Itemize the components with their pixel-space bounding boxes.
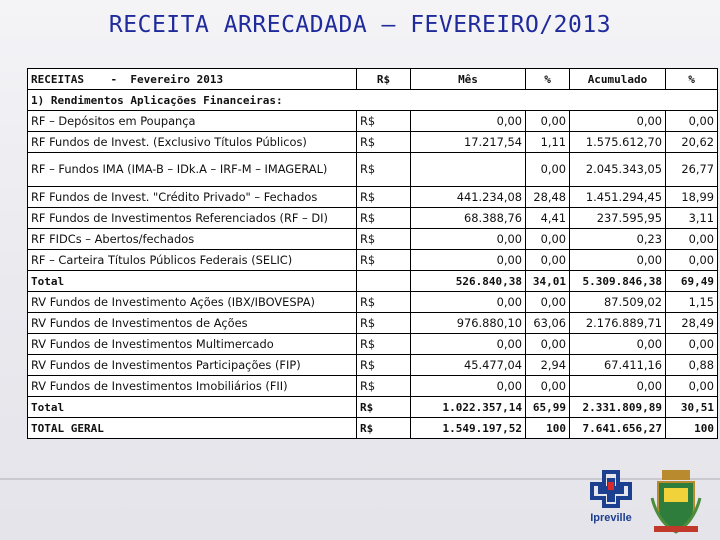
header-currency: R$ <box>357 69 411 90</box>
table-row <box>28 187 718 208</box>
row-pct-acumulado: 0,00 <box>666 229 718 250</box>
row-pct: 4,41 <box>526 208 570 229</box>
table-row <box>28 250 718 271</box>
row-label: RF – Depósitos em Poupança <box>28 111 357 132</box>
row-pct-acumulado: 100 <box>666 418 718 439</box>
header-pct-acumulado: % <box>666 69 718 90</box>
table-row <box>28 132 718 153</box>
row-currency: R$ <box>357 313 411 334</box>
row-acumulado: 7.641.656,27 <box>570 418 666 439</box>
table-row <box>28 111 718 132</box>
row-acumulado: 0,23 <box>570 229 666 250</box>
row-label: RF FIDCs – Abertos/fechados <box>28 229 357 250</box>
row-acumulado: 5.309.846,38 <box>570 271 666 292</box>
row-mes: 0,00 <box>411 334 526 355</box>
row-pct: 28,48 <box>526 187 570 208</box>
row-currency: R$ <box>357 418 411 439</box>
row-mes: 0,00 <box>411 292 526 313</box>
row-pct-acumulado: 0,00 <box>666 376 718 397</box>
row-label: TOTAL GERAL <box>28 418 357 439</box>
row-acumulado: 0,00 <box>570 334 666 355</box>
total-rv-row <box>28 397 718 418</box>
row-mes: 0,00 <box>411 376 526 397</box>
row-pct-acumulado: 26,77 <box>666 153 718 187</box>
row-acumulado: 1.451.294,45 <box>570 187 666 208</box>
row-currency: R$ <box>357 355 411 376</box>
row-label: RV Fundos de Investimentos Imobiliários (FII) <box>28 376 357 397</box>
row-pct: 0,00 <box>526 376 570 397</box>
row-label: RF – Fundos IMA (IMA-B – IDk.A – IRF-M – IMAGERAL) <box>28 153 357 187</box>
row-label: RV Fundos de Investimentos Multimercado <box>28 334 357 355</box>
total-rf-row <box>28 271 718 292</box>
row-acumulado: 2.045.343,05 <box>570 153 666 187</box>
row-pct-acumulado: 69,49 <box>666 271 718 292</box>
row-pct-acumulado: 3,11 <box>666 208 718 229</box>
row-acumulado: 67.411,16 <box>570 355 666 376</box>
row-pct: 63,06 <box>526 313 570 334</box>
row-acumulado: 0,00 <box>570 250 666 271</box>
row-pct: 0,00 <box>526 334 570 355</box>
row-acumulado: 237.595,95 <box>570 208 666 229</box>
row-currency: R$ <box>357 397 411 418</box>
row-label: RF Fundos de Investimentos Referenciados (RF – DI) <box>28 208 357 229</box>
row-currency <box>357 271 411 292</box>
row-currency: R$ <box>357 250 411 271</box>
row-acumulado: 2.331.809,89 <box>570 397 666 418</box>
row-acumulado: 87.509,02 <box>570 292 666 313</box>
row-label: RV Fundos de Investimento Ações (IBX/IBOVESPA) <box>28 292 357 313</box>
row-mes: 976.880,10 <box>411 313 526 334</box>
section-title: 1) Rendimentos Aplicações Financeiras: <box>28 90 411 111</box>
row-currency: R$ <box>357 132 411 153</box>
row-currency: R$ <box>357 376 411 397</box>
row-mes: 0,00 <box>411 229 526 250</box>
row-mes: 1.022.357,14 <box>411 397 526 418</box>
row-pct-acumulado: 1,15 <box>666 292 718 313</box>
row-mes: 68.388,76 <box>411 208 526 229</box>
row-mes: 441.234,08 <box>411 187 526 208</box>
row-currency: R$ <box>357 292 411 313</box>
header-receitas: RECEITAS - Fevereiro 2013 <box>28 69 357 90</box>
revenue-table <box>27 68 718 439</box>
row-mes: 1.549.197,52 <box>411 418 526 439</box>
row-pct-acumulado: 0,88 <box>666 355 718 376</box>
header-pct-mes: % <box>526 69 570 90</box>
ipreville-logo-text: Ipreville <box>590 512 632 524</box>
table-row <box>28 355 718 376</box>
table-row <box>28 376 718 397</box>
row-currency: R$ <box>357 187 411 208</box>
row-label: RF – Carteira Títulos Públicos Federais (SELIC) <box>28 250 357 271</box>
row-currency: R$ <box>357 334 411 355</box>
row-acumulado: 0,00 <box>570 111 666 132</box>
row-mes: 0,00 <box>411 250 526 271</box>
row-currency: R$ <box>357 111 411 132</box>
row-mes <box>411 153 526 187</box>
row-currency: R$ <box>357 208 411 229</box>
row-label: RV Fundos de Investimentos Participações (FIP) <box>28 355 357 376</box>
section-title-row <box>28 90 718 111</box>
row-label: RV Fundos de Investimentos de Ações <box>28 313 357 334</box>
row-label: Total <box>28 271 357 292</box>
row-acumulado: 0,00 <box>570 376 666 397</box>
row-mes: 0,00 <box>411 111 526 132</box>
table-row <box>28 208 718 229</box>
row-label: RF Fundos de Invest. "Crédito Privado" – Fechados <box>28 187 357 208</box>
table-row <box>28 313 718 334</box>
table-header-row <box>28 69 718 90</box>
row-pct: 2,94 <box>526 355 570 376</box>
row-label: Total <box>28 397 357 418</box>
row-label: RF Fundos de Invest. (Exclusivo Títulos Públicos) <box>28 132 357 153</box>
row-pct-acumulado: 0,00 <box>666 111 718 132</box>
table-row <box>28 334 718 355</box>
row-pct: 0,00 <box>526 153 570 187</box>
table-row <box>28 153 718 187</box>
table-row <box>28 292 718 313</box>
row-mes: 45.477,04 <box>411 355 526 376</box>
row-currency: R$ <box>357 229 411 250</box>
row-pct-acumulado: 18,99 <box>666 187 718 208</box>
row-pct: 100 <box>526 418 570 439</box>
row-pct: 34,01 <box>526 271 570 292</box>
header-acumulado: Acumulado <box>570 69 666 90</box>
row-acumulado: 2.176.889,71 <box>570 313 666 334</box>
row-pct: 0,00 <box>526 292 570 313</box>
row-pct: 1,11 <box>526 132 570 153</box>
table-row <box>28 229 718 250</box>
header-mes: Mês <box>411 69 526 90</box>
municipal-crest-icon <box>648 468 704 536</box>
total-geral-row <box>28 418 718 439</box>
row-currency: R$ <box>357 153 411 187</box>
row-pct-acumulado: 0,00 <box>666 334 718 355</box>
row-pct: 0,00 <box>526 250 570 271</box>
row-pct: 0,00 <box>526 111 570 132</box>
row-pct: 65,99 <box>526 397 570 418</box>
row-pct-acumulado: 28,49 <box>666 313 718 334</box>
row-pct-acumulado: 0,00 <box>666 250 718 271</box>
row-pct: 0,00 <box>526 229 570 250</box>
ipreville-logo-icon <box>578 468 644 534</box>
row-pct-acumulado: 30,51 <box>666 397 718 418</box>
row-acumulado: 1.575.612,70 <box>570 132 666 153</box>
row-mes: 526.840,38 <box>411 271 526 292</box>
row-mes: 17.217,54 <box>411 132 526 153</box>
row-pct-acumulado: 20,62 <box>666 132 718 153</box>
page-title: RECEITA ARRECADADA – FEVEREIRO/2013 <box>108 12 612 38</box>
